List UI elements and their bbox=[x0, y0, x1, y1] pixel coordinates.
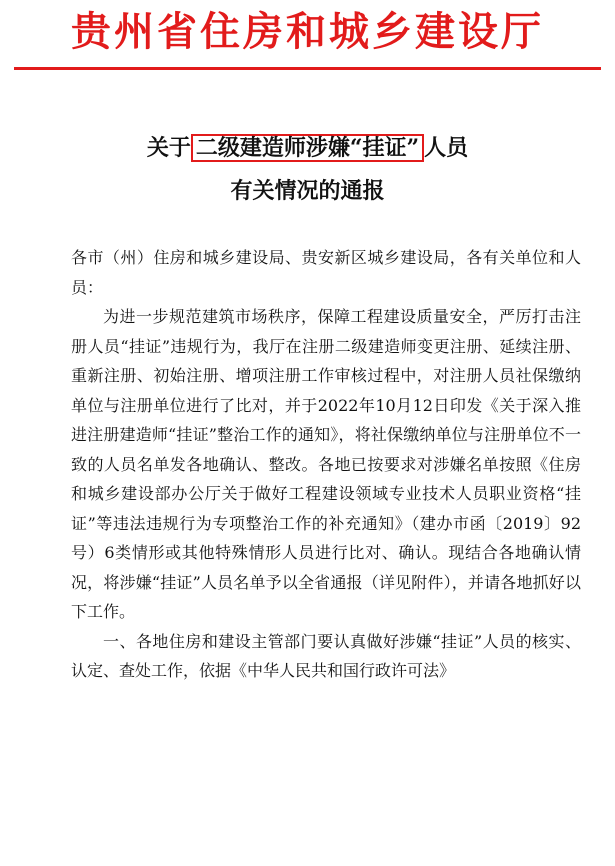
letterhead-red-rule bbox=[14, 67, 601, 70]
body-paragraph: 一、各地住房和建设主管部门要认真做好涉嫌“挂证”人员的核实、认定、查处工作，依据《中华人民共和国行政许可法》 bbox=[71, 631, 581, 680]
document-title-line2: 有关情况的通报 bbox=[230, 178, 385, 204]
title-prefix: 关于 bbox=[146, 135, 191, 161]
title-suffix: 人员 bbox=[424, 135, 469, 161]
body-paragraph: 为进一步规范建筑市场秩序，保障工程建设质量安全，严厉打击注册人员“挂证”违规行为，我厅在注册二级建造师变更注册、延续注册、重新注册、初始注册、增项注册工作审核过程中，对注册人员社保缴纳单位与注册单位进行了比对，并于2022年10月12日印发《关于深入推进注册建造师“挂证”整治工作的通知》，将社保缴纳单位与注册单位不一致的人员名单发各地确认、整改。各地已按要求对涉嫌名单按照《住房和城乡建设部办公厅关于做好工程建设领域专业技术人员职业资格“挂证”等违法违规行为专项整治工作的补充通知》（建办市函〔2019〕92号）6类情形或其他特殊情形人员进行比对、确认。现结合各地确认情况，将涉嫌“挂证”人员名单予以全省通报（详见附件），并请各地抓好以下工作。 bbox=[71, 307, 581, 621]
document-title-line1 bbox=[0, 134, 615, 162]
salutation: 各市（州）住房和城乡建设局、贵安新区城乡建设局，各有关单位和人员： bbox=[71, 248, 581, 297]
letterhead-title: 贵州省住房和城乡建设厅 bbox=[71, 8, 544, 55]
title-highlight-box: 二级建造师涉嫌“挂证” bbox=[191, 134, 424, 162]
document-body bbox=[71, 243, 581, 686]
